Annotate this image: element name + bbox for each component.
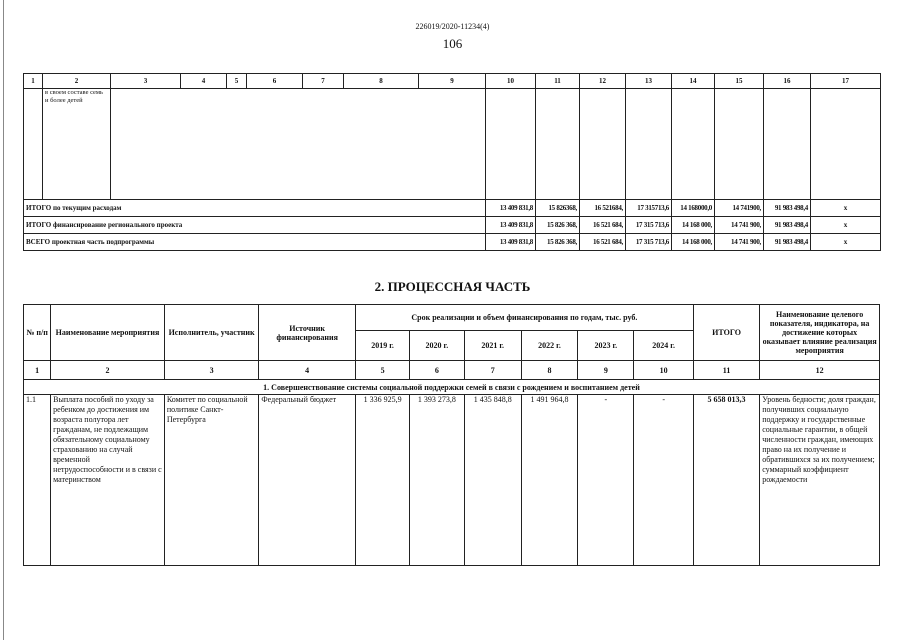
row-description: в своем составе семь и более детей [43, 89, 111, 200]
col-num: 6 [410, 361, 464, 380]
total-value: 16 521684, [580, 200, 626, 217]
col-num: 16 [764, 74, 811, 89]
total-value: 13 409 831,8 [486, 217, 536, 234]
row-year-value: 1 336 925,9 [355, 395, 409, 566]
col-num: 8 [521, 361, 577, 380]
row-executor: Комитет по социальной политике Санкт-Петербурга [164, 395, 259, 566]
header-executor: Исполнитель, участник [164, 305, 259, 361]
col-num: 10 [634, 361, 693, 380]
total-value: 14 168 000, [672, 217, 715, 234]
document-id: 226019/2020-11234(4) [415, 22, 490, 31]
row-source: Федеральный бюджет [259, 395, 356, 566]
total-value: 17 315713,6 [626, 200, 672, 217]
col-num: 12 [580, 74, 626, 89]
project-finance-table [23, 73, 881, 251]
col-num: 9 [419, 74, 486, 89]
header-year: 2023 г. [578, 331, 634, 361]
col-num: 1 [24, 361, 51, 380]
col-num: 11 [536, 74, 580, 89]
row-year-value: - [578, 395, 634, 566]
col-num: 6 [247, 74, 303, 89]
header-year: 2022 г. [521, 331, 577, 361]
total-mark: х [811, 217, 881, 234]
section-title: 2. ПРОЦЕССНАЯ ЧАСТЬ [374, 279, 531, 294]
total-value: 14 741 900, [715, 234, 764, 251]
total-value: 91 983 498,4 [764, 217, 811, 234]
row-total: 5 658 013,3 [693, 395, 759, 566]
total-value: 15 826368, [536, 200, 580, 217]
page-number: 106 [442, 36, 463, 51]
column-number-row [24, 361, 880, 380]
header-year: 2024 г. [634, 331, 693, 361]
header-name: Наименование мероприятия [51, 305, 165, 361]
row-num: 1.1 [24, 395, 51, 566]
total-row [24, 217, 881, 234]
col-num: 3 [111, 74, 181, 89]
total-value: 14 168000,0 [672, 200, 715, 217]
header-year: 2019 г. [355, 331, 409, 361]
total-value: 14 741900, [715, 200, 764, 217]
col-num: 2 [43, 74, 111, 89]
total-label: ИТОГО по текущим расходам [24, 200, 486, 217]
total-mark: х [811, 234, 881, 251]
total-value: 16 521 684, [580, 217, 626, 234]
table-row [24, 89, 881, 200]
col-num: 12 [760, 361, 880, 380]
total-value: 14 168 000, [672, 234, 715, 251]
total-value: 14 741 900, [715, 217, 764, 234]
column-number-row [24, 74, 881, 89]
total-value: 17 315 713,6 [626, 217, 672, 234]
header-year: 2020 г. [410, 331, 464, 361]
total-label: ИТОГО финансирование регионального проекта [24, 217, 486, 234]
col-num: 10 [486, 74, 536, 89]
col-num: 14 [672, 74, 715, 89]
total-row [24, 234, 881, 251]
col-num: 8 [344, 74, 419, 89]
header-year: 2021 г. [464, 331, 521, 361]
col-num: 17 [811, 74, 881, 89]
total-row [24, 200, 881, 217]
header-indicator: Наименование целевого показателя, индикатора, на достижение которых оказывает влияние реализация мероприятия [760, 305, 880, 361]
col-num: 2 [51, 361, 165, 380]
header-row [24, 305, 880, 331]
row-year-value: 1 393 273,8 [410, 395, 464, 566]
section-heading: 1. Совершенствование системы социальной поддержки семей в связи с рождением и воспитанием детей [24, 380, 880, 395]
col-num: 4 [181, 74, 227, 89]
col-num: 5 [227, 74, 247, 89]
row-indicator: Уровень бедности; доля граждан, получивших социальную поддержку и государственные социальные гарантии, в общей численности граждан, имеющих право на их получение и обратившихся за их получением; суммарный коэффициент рождаемости [760, 395, 880, 566]
total-value: 16 521 684, [580, 234, 626, 251]
total-label: ВСЕГО проектная часть подпрограммы [24, 234, 486, 251]
header-total: ИТОГО [693, 305, 759, 361]
row-year-value: 1 435 848,8 [464, 395, 521, 566]
total-value: 15 826 368, [536, 217, 580, 234]
col-num: 9 [578, 361, 634, 380]
col-num: 13 [626, 74, 672, 89]
total-value: 91 983 498,4 [764, 234, 811, 251]
header-num: № п/п [24, 305, 51, 361]
total-value: 13 409 831,8 [486, 234, 536, 251]
col-num: 11 [693, 361, 759, 380]
header-source: Источник финансирования [259, 305, 356, 361]
process-table [23, 304, 880, 566]
total-value: 15 826 368, [536, 234, 580, 251]
row-year-value: 1 491 964,8 [521, 395, 577, 566]
table-row [24, 395, 880, 566]
col-num: 15 [715, 74, 764, 89]
col-num: 4 [259, 361, 356, 380]
total-value: 17 315 713,6 [626, 234, 672, 251]
col-num: 7 [303, 74, 344, 89]
total-value: 13 409 831,8 [486, 200, 536, 217]
col-num: 3 [164, 361, 259, 380]
col-num: 7 [464, 361, 521, 380]
total-mark: х [811, 200, 881, 217]
row-year-value: - [634, 395, 693, 566]
section-row [24, 380, 880, 395]
total-value: 91 983 498,4 [764, 200, 811, 217]
col-num: 1 [24, 74, 43, 89]
col-num: 5 [355, 361, 409, 380]
header-period: Срок реализации и объем финансирования по годам, тыс. руб. [355, 305, 693, 331]
page-edge-line [3, 0, 4, 640]
row-name: Выплата пособий по уходу за ребенком до достижения им возраста полутора лет гражданам, не подлежащим обязательному социальному страхованию на случай временной нетрудоспособности и в связи с материнством [51, 395, 165, 566]
